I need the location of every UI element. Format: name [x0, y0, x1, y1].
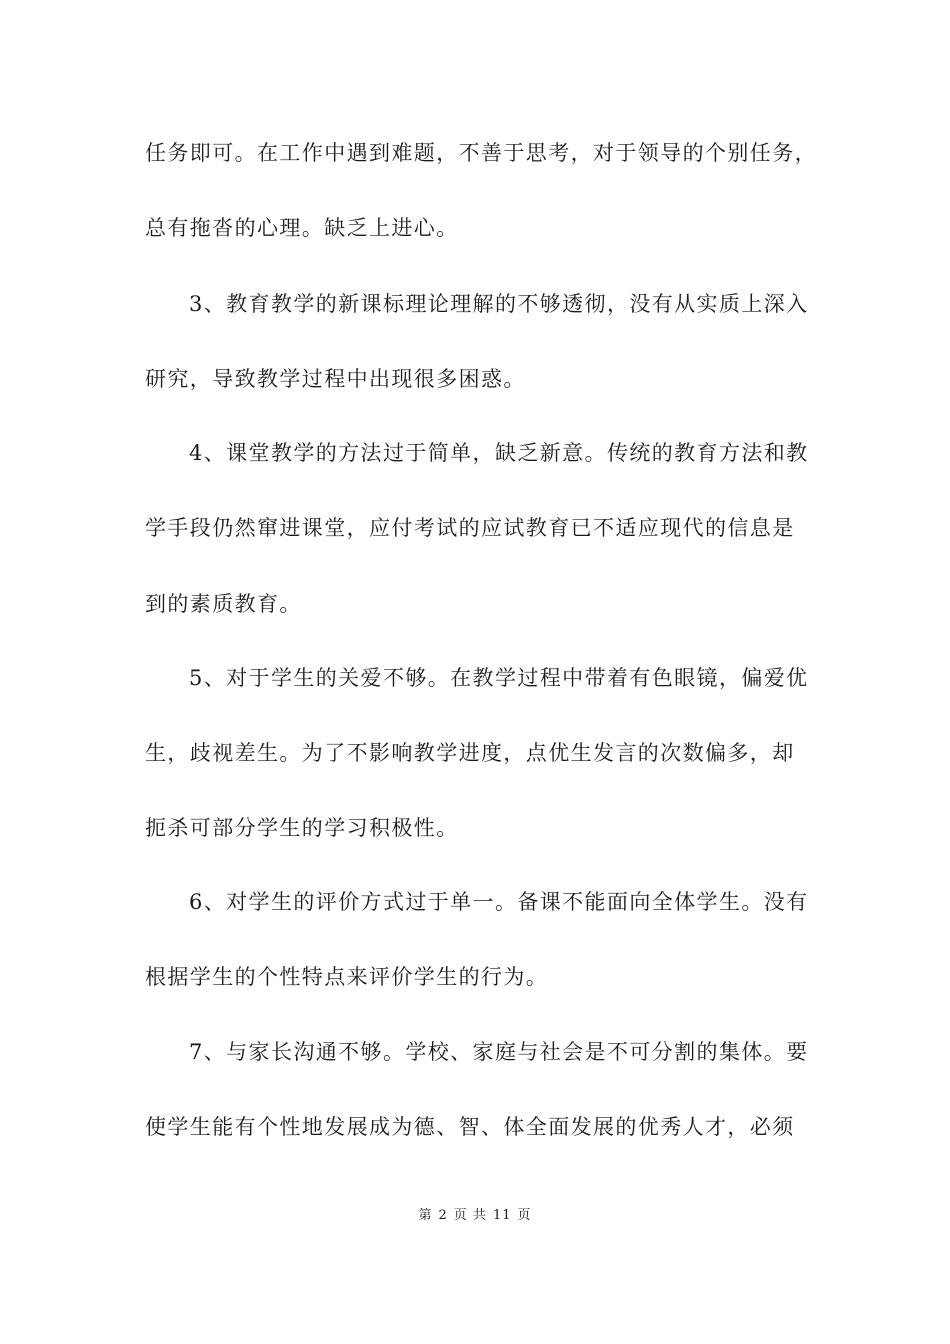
text-line: 3、教育教学的新课标理论理解的不够透彻，没有从实质上深入	[189, 292, 809, 316]
footer-prefix: 第	[418, 1208, 433, 1223]
text-line: 总有拖沓的心理。缺乏上进心。	[145, 216, 459, 240]
text-line: 任务即可。在工作中遇到难题，不善于思考，对于领导的个别任务，	[145, 141, 817, 165]
footer-suffix: 页	[517, 1208, 532, 1223]
text-line: 生，歧视差生。为了不影响教学进度，点优生发言的次数偏多，却	[145, 741, 795, 765]
footer-total-pages: 11	[492, 1208, 512, 1223]
footer-middle: 页 共	[453, 1208, 487, 1223]
text-line: 研究，导致教学过程中出现很多困惑。	[145, 367, 526, 391]
text-line: 5、对于学生的关爱不够。在教学过程中带着有色眼镜，偏爱优	[189, 666, 809, 690]
text-line: 扼杀可部分学生的学习积极性。	[145, 816, 459, 840]
text-line: 4、课堂教学的方法过于简单，缺乏新意。传统的教育方法和教	[189, 441, 809, 465]
footer-page-number: 2	[438, 1208, 448, 1223]
text-line: 6、对学生的评价方式过于单一。备课不能面向全体学生。没有	[189, 890, 809, 914]
text-line: 到的素质教育。	[145, 592, 302, 616]
page-footer	[0, 1207, 950, 1225]
text-line: 学手段仍然窜进课堂，应付考试的应试教育已不适应现代的信息是	[145, 516, 795, 540]
text-line: 使学生能有个性地发展成为德、智、体全面发展的优秀人才，必须	[145, 1115, 795, 1139]
text-line: 7、与家长沟通不够。学校、家庭与社会是不可分割的集体。要	[189, 1040, 809, 1064]
text-line: 根据学生的个性特点来评价学生的行为。	[145, 965, 549, 989]
